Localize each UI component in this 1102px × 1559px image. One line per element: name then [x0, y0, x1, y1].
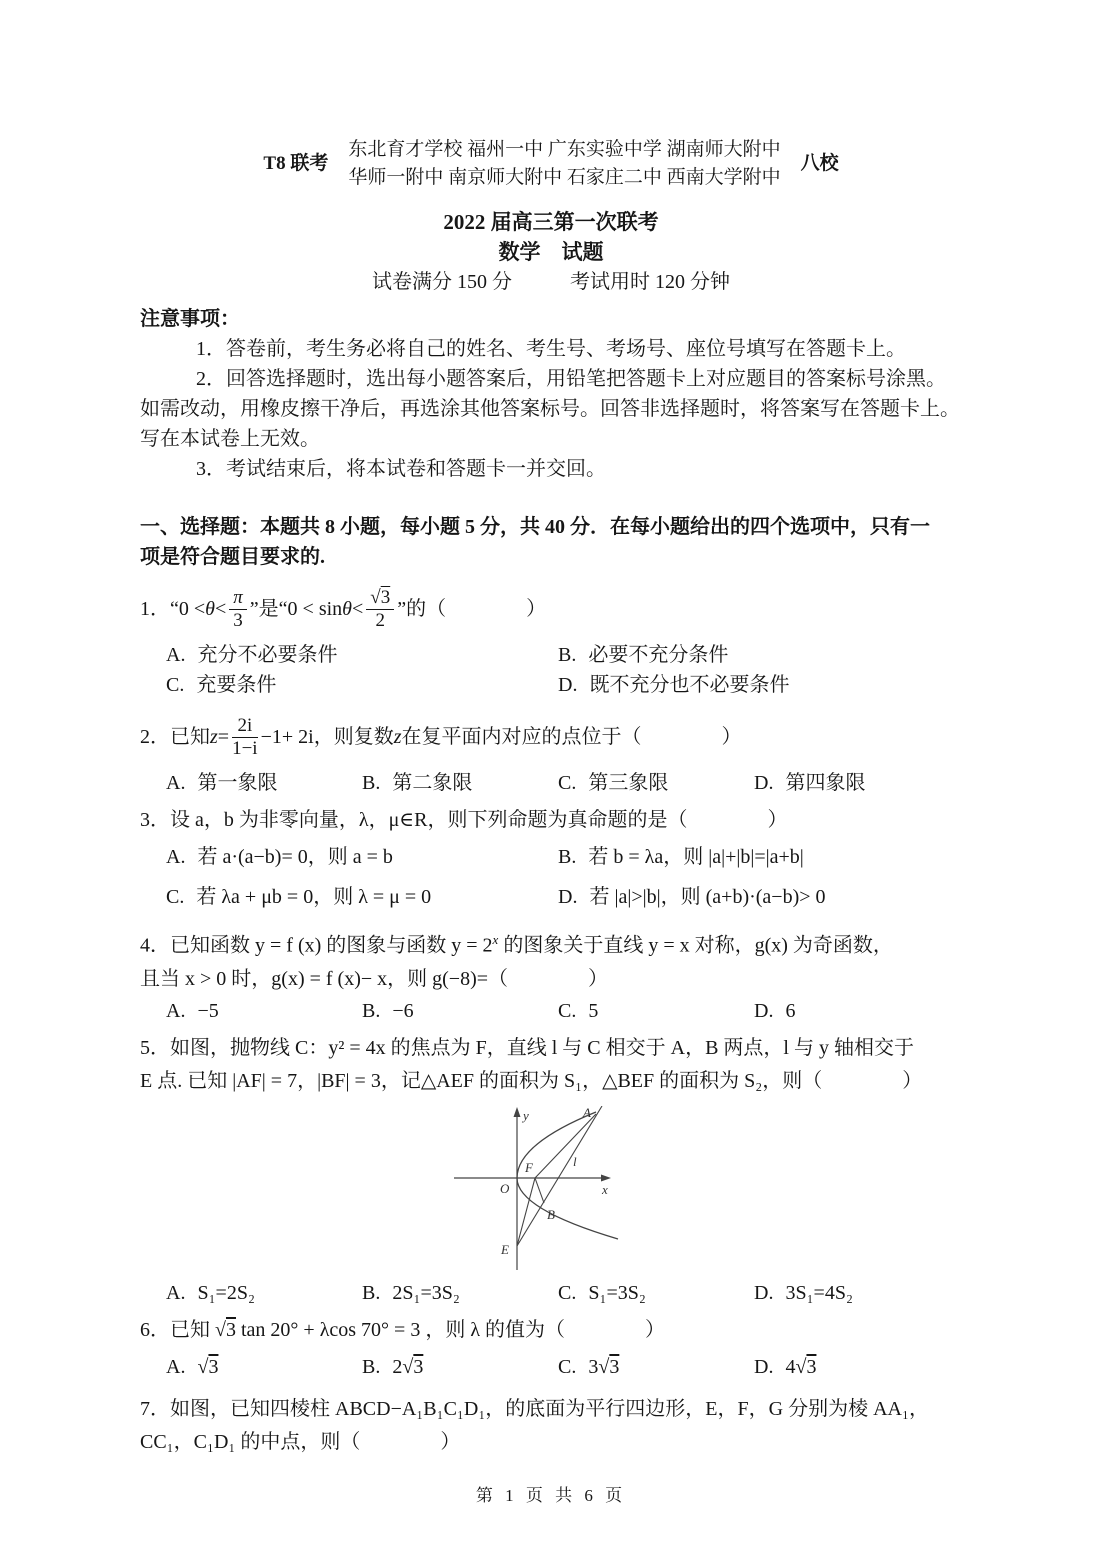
- option-5a-text: S₁=2S₂: [197, 1281, 255, 1304]
- option-2b-text: 第二象限: [392, 772, 473, 794]
- option-5d-text: 3S₁=4S₂: [785, 1281, 853, 1304]
- figure-label-f: F: [525, 1159, 533, 1175]
- option-4c: [558, 996, 754, 1026]
- option-2d-label: D.: [754, 772, 774, 794]
- section1-heading-line1: 一、选择题：本题共 8 小题，每小题 5 分，共 40 分．在每小题给出的四个选项中，只有一: [140, 516, 930, 538]
- figure-y-axis-arrow-icon: [514, 1107, 521, 1117]
- question-3-stem: 3．设 a，b 为非零向量，λ，μ∈R，则下列命题为真命题的是（ ）: [140, 809, 788, 831]
- q1-frac2-radicand: 3: [380, 586, 391, 608]
- option-2c-text: 第三象限: [588, 772, 669, 794]
- figure-segment-fb: [535, 1178, 544, 1203]
- q1-theta2: θ: [342, 598, 352, 620]
- q4-exponent: x: [492, 932, 499, 947]
- question-2-options: [140, 768, 962, 798]
- eight-schools-label: 八校: [800, 153, 839, 174]
- figure-line-l: [517, 1106, 602, 1246]
- school-list: [348, 136, 780, 192]
- option-1d: [558, 670, 789, 700]
- option-1d-text: 既不充分也不必要条件: [589, 674, 790, 696]
- sqrt-icon: √: [197, 1355, 209, 1378]
- q2-frac-num: 2i: [232, 715, 258, 738]
- option-2a-text: 第一象限: [197, 772, 278, 794]
- q1-post: ”的（ ）: [397, 598, 547, 620]
- option-1c: [166, 670, 558, 700]
- option-3b: [558, 837, 804, 877]
- option-4d-label: D.: [754, 999, 774, 1022]
- option-4b-label: B.: [362, 999, 381, 1022]
- question-6-options: [140, 1347, 962, 1387]
- option-6c-radicand: 3: [609, 1355, 620, 1378]
- question-7-stem-line2: CC₁，C₁D₁ 的中点，则（ ）: [140, 1430, 461, 1453]
- question-5-options: [140, 1278, 962, 1308]
- q4-l1-pre: 4．已知函数 y = f (x) 的图象与函数 y = 2: [140, 934, 493, 957]
- question-4-options: [140, 996, 962, 1026]
- option-1d-label: D.: [558, 674, 578, 696]
- option-6a-radicand: 3: [208, 1355, 219, 1378]
- option-2c-label: C.: [558, 772, 577, 794]
- option-1b-text: 必要不充分条件: [588, 644, 729, 666]
- option-2d-text: 第四象限: [785, 772, 866, 794]
- option-6c: [558, 1347, 754, 1387]
- option-5c: [558, 1278, 754, 1308]
- option-2b: [362, 768, 558, 798]
- question-3-options-row2: [140, 877, 962, 917]
- question-2: [140, 706, 962, 798]
- option-3c: [166, 877, 558, 917]
- option-3a: [166, 837, 558, 877]
- t8-label: T8 联考: [263, 153, 329, 174]
- question-1: [140, 578, 962, 700]
- section1-heading: [140, 512, 962, 572]
- option-1b: [558, 640, 728, 670]
- question-7: [140, 1393, 962, 1459]
- option-5b-label: B.: [362, 1281, 381, 1304]
- notice-item-2-line3: 写在本试卷上无效。: [140, 428, 320, 450]
- q6-radicand: 3: [225, 1318, 236, 1341]
- q1-mid: ”是“0 < sin: [249, 598, 343, 620]
- option-5b-text: 2S₁=3S₂: [392, 1281, 460, 1304]
- q2-post: 在复平面内对应的点位于（ ）: [401, 726, 742, 748]
- parabola-figure-svg: [430, 1106, 710, 1276]
- option-4a: [166, 996, 362, 1026]
- figure-label-b: B: [547, 1206, 555, 1222]
- option-1c-label: C.: [166, 674, 185, 696]
- page-content: [140, 136, 962, 1459]
- option-6a-label: A.: [166, 1355, 186, 1378]
- option-2a-label: A.: [166, 772, 186, 794]
- option-6c-coef: 3: [588, 1355, 599, 1378]
- option-3c-label: C.: [166, 886, 185, 908]
- option-2d: [754, 768, 865, 798]
- figure-x-axis-arrow-icon: [601, 1174, 611, 1181]
- figure-label-l: l: [573, 1153, 577, 1169]
- school-list-line1: 东北育才学校 福州一中 广东实验中学 湖南师大附中: [348, 139, 781, 160]
- notice-item-2-line2: 如需改动，用橡皮擦干净后，再选涂其他答案标号。回答非选择题时，将答案写在答题卡上。: [140, 398, 960, 420]
- question-6: [140, 1314, 962, 1387]
- option-4b: [362, 996, 558, 1026]
- q4-l1-post: 的图象关于直线 y = x 对称，g(x) 为奇函数，: [498, 934, 893, 957]
- q6-post: tan 20° + λcos 70° = 3 ，则 λ 的值为（ ）: [235, 1318, 666, 1341]
- option-6d-coef: 4: [785, 1355, 796, 1378]
- option-6b-radicand: 3: [413, 1355, 424, 1378]
- q1-theta: θ: [205, 598, 215, 620]
- q1-frac2-num: [366, 587, 394, 610]
- figure-label-o: O: [500, 1180, 510, 1196]
- question-1-options-row1: [140, 640, 962, 670]
- option-1c-text: 充要条件: [196, 674, 277, 696]
- question-4: [140, 923, 962, 1026]
- q1-lt2: <: [352, 598, 364, 620]
- school-list-line2: 华师一附中 南京师大附中 石家庄二中 西南大学附中: [348, 167, 781, 188]
- exam-meta: [140, 268, 962, 296]
- duration: 考试用时 120 分钟: [570, 271, 730, 293]
- question-4-stem-line1: [140, 923, 962, 963]
- figure-label-e: E: [501, 1241, 509, 1257]
- option-3c-text: 若 λa + μb = 0，则 λ = μ = 0: [196, 886, 432, 908]
- notice-section: [140, 304, 962, 484]
- question-3-options-row1: [140, 837, 962, 877]
- question-2-stem: [140, 706, 962, 768]
- notice-item-1: 1．答卷前，考生务必将自己的姓名、考生号、考场号、座位号填写在答题卡上。: [196, 338, 906, 360]
- figure-label-a: A: [583, 1105, 591, 1120]
- question-1-options-row2: [140, 670, 962, 700]
- option-3d: [558, 877, 826, 917]
- question-1-stem: [140, 578, 962, 640]
- q1-fraction-pi-3: [229, 587, 247, 632]
- q1-fraction-sqrt3-2: [366, 587, 394, 632]
- option-6c-label: C.: [558, 1355, 577, 1378]
- q2-eq: =: [217, 726, 230, 748]
- q2-pre: 2．已知: [140, 726, 210, 748]
- option-1a-label: A.: [166, 644, 186, 666]
- notice-item-3: 3．考试结束后，将本试卷和答题卡一并交回。: [196, 458, 606, 480]
- question-3: [140, 804, 962, 917]
- sqrt-icon: √: [215, 1318, 226, 1341]
- q6-pre: 6．已知: [140, 1318, 215, 1341]
- question-5: [140, 1032, 962, 1308]
- q2-frac-den: 1−i: [232, 737, 258, 759]
- option-6b-coef: 2: [392, 1355, 403, 1378]
- option-3b-label: B.: [558, 846, 577, 868]
- option-5c-label: C.: [558, 1281, 577, 1304]
- option-1a-text: 充分不必要条件: [197, 644, 338, 666]
- notice-item-2-line1: 2．回答选择题时，选出每小题答案后，用铅笔把答题卡上对应题目的答案标号涂黑。: [196, 368, 946, 390]
- sqrt-icon: √: [598, 1355, 610, 1378]
- option-4c-label: C.: [558, 999, 577, 1022]
- option-3a-label: A.: [166, 846, 186, 868]
- option-5c-text: S₁=3S₂: [588, 1281, 646, 1304]
- option-6d-label: D.: [754, 1355, 774, 1378]
- q2-z1: z: [210, 726, 218, 748]
- q2-mid: −1+ 2i，则复数: [260, 726, 394, 748]
- option-5d-label: D.: [754, 1281, 774, 1304]
- option-2b-label: B.: [362, 772, 381, 794]
- q1-frac1-num: π: [229, 587, 247, 610]
- option-4d: [754, 996, 795, 1026]
- option-5b: [362, 1278, 558, 1308]
- option-6b-label: B.: [362, 1355, 381, 1378]
- option-6b: [362, 1347, 558, 1387]
- q1-text: 1．“0 <: [140, 598, 206, 620]
- sqrt-icon: √: [370, 586, 381, 608]
- option-1b-label: B.: [558, 644, 577, 666]
- question-4-stem-line2: 且当 x > 0 时，g(x) = f (x)− x，则 g(−8)=（ ）: [140, 967, 609, 990]
- option-5a: [166, 1278, 362, 1308]
- option-1a: [166, 640, 558, 670]
- parabola-figure: [430, 1106, 710, 1276]
- option-4d-text: 6: [785, 999, 796, 1022]
- page-number: 第 1 页 共 6 页: [475, 1486, 627, 1505]
- question-5-stem-line1: 5．如图，抛物线 C：y² = 4x 的焦点为 F，直线 l 与 C 相交于 A，B 两点，l 与 y 轴相交于: [140, 1036, 914, 1059]
- q2-fraction-2i-1mi: [232, 715, 258, 760]
- notice-heading: 注意事项：: [140, 308, 240, 330]
- option-6d: [754, 1347, 816, 1387]
- option-6a: [166, 1347, 362, 1387]
- q1-frac1-den: 3: [233, 609, 243, 631]
- option-4a-label: A.: [166, 999, 186, 1022]
- section1-heading-line2: 项是符合题目要求的.: [140, 546, 325, 568]
- exam-subject: 数学 试题: [498, 240, 604, 264]
- figure-label-x: x: [602, 1181, 608, 1197]
- figure-segment-fa: [535, 1114, 596, 1178]
- option-3d-label: D.: [558, 886, 578, 908]
- option-3a-text: 若 a·(a−b)= 0，则 a = b: [197, 846, 393, 868]
- q2-z2: z: [393, 726, 402, 748]
- option-3d-text: 若 |a|>|b|，则 (a+b)·(a−b)> 0: [589, 886, 826, 908]
- option-4a-text: −5: [197, 999, 219, 1022]
- question-6-stem: [140, 1314, 962, 1347]
- exam-header: [140, 136, 962, 192]
- q1-lt: <: [214, 598, 227, 620]
- sqrt-icon: √: [795, 1355, 807, 1378]
- option-3b-text: 若 b = λa，则 |a|+|b|=|a+b|: [588, 846, 804, 868]
- total-score: 试卷满分 150 分: [372, 271, 512, 293]
- q1-frac2-den: 2: [375, 609, 385, 631]
- option-5a-label: A.: [166, 1281, 186, 1304]
- option-2a: [166, 768, 362, 798]
- option-5d: [754, 1278, 853, 1308]
- exam-title: 2022 届高三第一次联考: [443, 210, 659, 234]
- option-6d-radicand: 3: [806, 1355, 817, 1378]
- option-2c: [558, 768, 754, 798]
- figure-label-y: y: [523, 1107, 529, 1123]
- sqrt-icon: √: [402, 1355, 414, 1378]
- question-5-stem-line2: E 点. 已知 |AF| = 7，|BF| = 3，记△AEF 的面积为 S₁，△BEF 的面积为 S₂，则（ ）: [140, 1069, 923, 1092]
- question-7-stem-line1: 7．如图，已知四棱柱 ABCD−A₁B₁C₁D₁，的底面为平行四边形，E，F，G 分别为棱 AA₁，: [140, 1397, 929, 1420]
- option-4b-text: −6: [392, 999, 414, 1022]
- option-4c-text: 5: [588, 999, 599, 1022]
